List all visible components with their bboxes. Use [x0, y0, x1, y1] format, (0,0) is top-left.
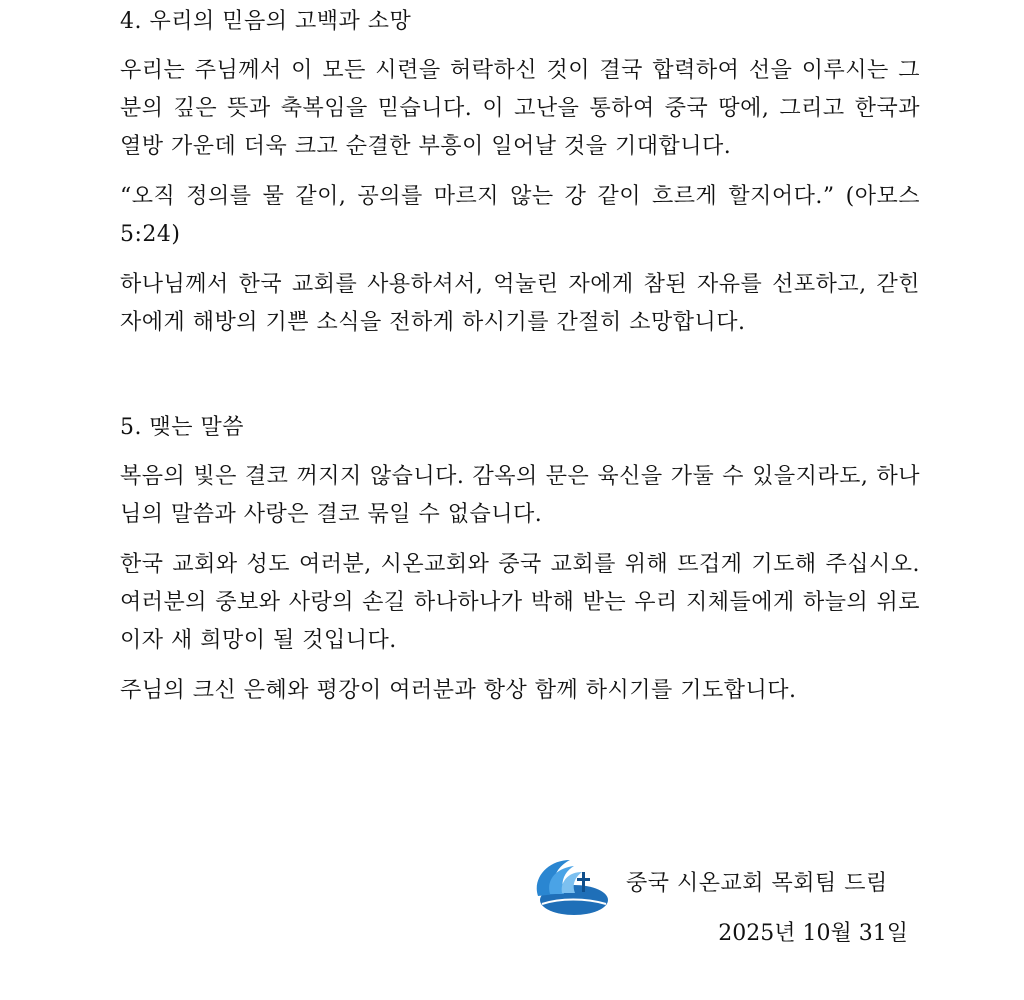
section-4-bible-quote: “오직 정의를 물 같이, 공의를 마르지 않는 강 같이 흐르게 할지어다.” (아모스 5:24)	[120, 184, 920, 247]
section-4-paragraph-3: 하나님께서 한국 교회를 사용하셔서, 억눌린 자에게 참된 자유를 선포하고, 갇힌 자에게 해방의 기쁜 소식을 전하게 하시기를 간절히 소망합니다.	[120, 272, 920, 335]
letter-body	[120, 0, 920, 722]
section-4-paragraph-1: 우리는 주님께서 이 모든 시련을 허락하신 것이 결국 합력하여 선을 이루시는 그분의 깊은 뜻과 축복임을 믿습니다. 이 고난을 통하여 중국 땅에, 그리고 한국과 열방 가운데 더욱 크고 순결한 부흥이 일어날 것을 기대합니다.	[120, 58, 920, 159]
section-4-heading: 4. 우리의 믿음의 고백과 소망	[120, 9, 412, 34]
section-5-paragraph-2: 한국 교회와 성도 여러분, 시온교회와 중국 교회를 위해 뜨겁게 기도해 주십시오. 여러분의 중보와 사랑의 손길 하나하나가 박해 받는 우리 지체들에게 하늘의 위로이자 새 희망이 될 것입니다.	[120, 552, 920, 653]
section-5-paragraph-1: 복음의 빛은 결코 꺼지지 않습니다. 감옥의 문은 육신을 가둘 수 있을지라도, 하나님의 말씀과 사랑은 결코 묶일 수 없습니다.	[120, 464, 920, 527]
signature-block	[530, 850, 930, 920]
section-5-heading: 5. 맺는 말씀	[120, 415, 244, 440]
zion-church-logo-icon	[530, 856, 610, 918]
section-spacer	[120, 354, 920, 406]
signature-date: 2025년 10월 31일	[718, 921, 908, 946]
section-5-paragraph-3: 주님의 크신 은혜와 평강이 여러분과 항상 함께 하시기를 기도합니다.	[120, 678, 797, 703]
signature-team: 중국 시온교회 목회팀 드림	[626, 871, 888, 896]
